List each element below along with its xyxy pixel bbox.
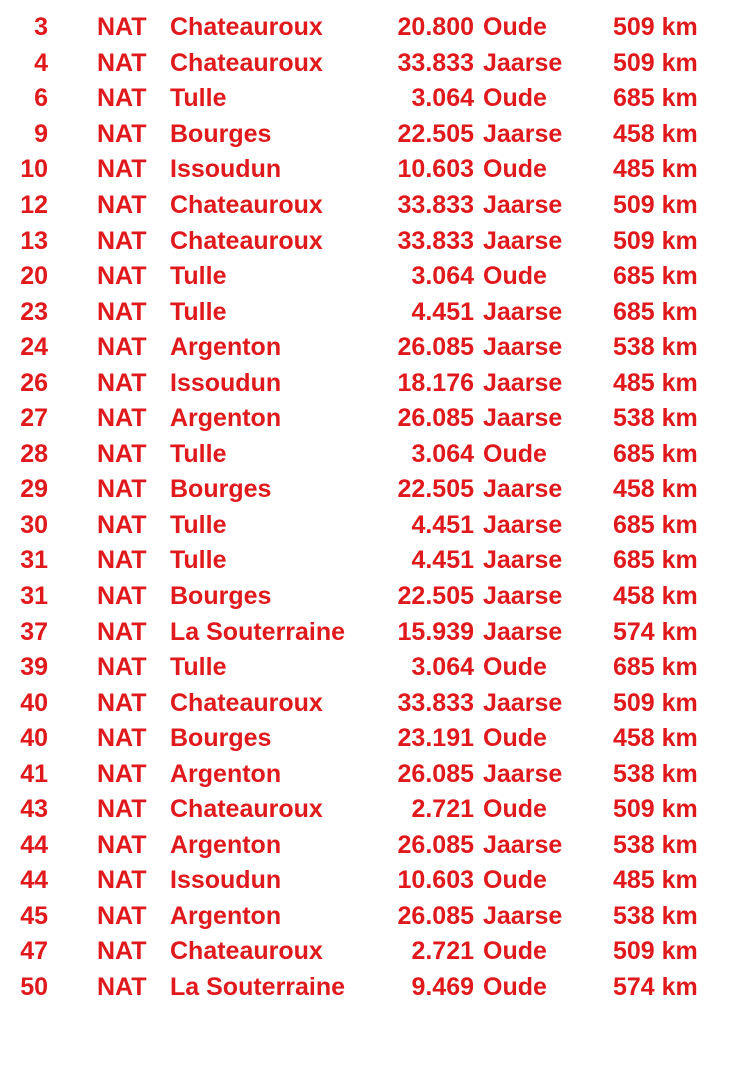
position-cell: 29 xyxy=(20,475,48,504)
position-cell: 13 xyxy=(20,226,48,255)
table-row xyxy=(0,828,753,864)
distance-cell: 458 km xyxy=(613,475,698,504)
position-cell: 26 xyxy=(20,368,48,397)
level-cell: NAT xyxy=(97,830,147,859)
distance-cell: 509 km xyxy=(613,13,698,42)
pigeon-cell-group xyxy=(360,584,613,609)
level-cell: NAT xyxy=(97,795,147,824)
pigeon-category-cell: Jaarse xyxy=(483,688,563,717)
pigeon-cell-group xyxy=(360,939,613,964)
station-cell: Chateauroux xyxy=(170,226,323,255)
level-cell: NAT xyxy=(97,226,147,255)
pigeon-category-cell: Jaarse xyxy=(483,119,563,148)
distance-cell: 685 km xyxy=(613,84,698,113)
pigeon-cell-group xyxy=(360,157,613,182)
distance-cell: 685 km xyxy=(613,653,698,682)
pigeon-number-cell: 22.505 xyxy=(397,475,474,504)
station-cell: Issoudun xyxy=(170,368,282,397)
distance-cell: 509 km xyxy=(613,48,698,77)
table-row xyxy=(0,81,753,117)
distance-cell: 538 km xyxy=(613,333,698,362)
pigeon-cell-group xyxy=(360,830,613,859)
pigeon-category-cell: Jaarse xyxy=(483,368,563,397)
table-row xyxy=(0,899,753,935)
pigeon-category-cell: Jaarse xyxy=(483,582,563,611)
pigeon-number-cell: 10.603 xyxy=(397,155,474,184)
level-cell: NAT xyxy=(97,13,147,42)
pigeon-number-cell: 33.833 xyxy=(397,226,474,255)
table-row xyxy=(0,579,753,615)
distance-cell: 685 km xyxy=(613,510,698,539)
pigeon-cell-group xyxy=(360,510,613,539)
pigeon-category-cell: Oude xyxy=(483,84,547,113)
position-cell: 4 xyxy=(34,48,48,77)
station-cell: Chateauroux xyxy=(170,795,323,824)
pigeon-category-cell: Oude xyxy=(483,155,547,184)
position-cell: 27 xyxy=(20,404,48,433)
pigeon-number-cell: 3.064 xyxy=(411,439,474,468)
pigeon-cell-group xyxy=(360,655,613,680)
position-cell: 23 xyxy=(20,297,48,326)
pigeon-number-cell: 33.833 xyxy=(397,688,474,717)
station-cell: Bourges xyxy=(170,475,272,504)
pigeon-cell-group xyxy=(360,226,613,255)
table-row xyxy=(0,330,753,366)
pigeon-cell-group xyxy=(360,48,613,77)
table-row xyxy=(0,259,753,295)
table-row xyxy=(0,152,753,188)
level-cell: NAT xyxy=(97,582,147,611)
level-cell: NAT xyxy=(97,510,147,539)
station-cell: Tulle xyxy=(170,510,227,539)
distance-cell: 538 km xyxy=(613,759,698,788)
level-cell: NAT xyxy=(97,617,147,646)
station-cell: La Souterraine xyxy=(170,617,346,646)
pigeon-category-cell: Jaarse xyxy=(483,333,563,362)
position-cell: 9 xyxy=(34,119,48,148)
table-row xyxy=(0,756,753,792)
table-row xyxy=(0,294,753,330)
station-cell: Issoudun xyxy=(170,866,282,895)
distance-cell: 685 km xyxy=(613,439,698,468)
table-row xyxy=(0,401,753,437)
level-cell: NAT xyxy=(97,937,147,966)
distance-cell: 485 km xyxy=(613,155,698,184)
table-row xyxy=(0,721,753,757)
station-cell: Tulle xyxy=(170,84,227,113)
distance-cell: 574 km xyxy=(613,973,698,1002)
pigeon-cell-group xyxy=(360,726,613,751)
pigeon-category-cell: Oude xyxy=(483,13,547,42)
table-row xyxy=(0,685,753,721)
distance-cell: 538 km xyxy=(613,830,698,859)
table-row xyxy=(0,650,753,686)
pigeon-number-cell: 9.469 xyxy=(411,973,474,1002)
station-cell: Chateauroux xyxy=(170,48,323,77)
distance-cell: 485 km xyxy=(613,866,698,895)
pigeon-number-cell: 20.800 xyxy=(397,13,474,42)
distance-cell: 574 km xyxy=(613,617,698,646)
distance-cell: 685 km xyxy=(613,297,698,326)
position-cell: 10 xyxy=(20,155,48,184)
position-cell: 41 xyxy=(20,759,48,788)
pigeon-category-cell: Jaarse xyxy=(483,475,563,504)
distance-cell: 538 km xyxy=(613,404,698,433)
pigeon-number-cell: 10.603 xyxy=(397,866,474,895)
position-cell: 45 xyxy=(20,901,48,930)
position-cell: 43 xyxy=(20,795,48,824)
level-cell: NAT xyxy=(97,973,147,1002)
station-cell: Argenton xyxy=(170,830,282,859)
station-cell: Chateauroux xyxy=(170,191,323,219)
pigeon-number-cell: 33.833 xyxy=(397,48,474,77)
pigeon-cell-group xyxy=(360,617,613,646)
pigeon-number-cell: 22.505 xyxy=(397,582,474,611)
pigeon-category-cell: Jaarse xyxy=(483,901,563,930)
pigeon-number-cell: 26.085 xyxy=(397,830,474,859)
level-cell: NAT xyxy=(97,546,147,575)
distance-cell: 458 km xyxy=(613,724,698,753)
station-cell: Argenton xyxy=(170,404,282,433)
pigeon-category-cell: Jaarse xyxy=(483,759,563,788)
pigeon-number-cell: 26.085 xyxy=(397,759,474,788)
pigeon-number-cell: 15.939 xyxy=(397,617,474,646)
pigeon-cell-group xyxy=(360,264,613,289)
position-cell: 40 xyxy=(20,688,48,717)
level-cell: NAT xyxy=(97,191,147,219)
pigeon-category-cell: Jaarse xyxy=(483,830,563,859)
pigeon-cell-group xyxy=(360,439,613,468)
table-row xyxy=(0,223,753,259)
position-cell: 40 xyxy=(20,724,48,753)
pigeon-category-cell: Jaarse xyxy=(483,226,563,255)
position-cell: 6 xyxy=(34,84,48,113)
pigeon-category-cell: Oude xyxy=(483,937,547,966)
pigeon-number-cell: 26.085 xyxy=(397,404,474,433)
station-cell: Tulle xyxy=(170,262,227,291)
distance-cell: 685 km xyxy=(613,262,698,291)
station-cell: Argenton xyxy=(170,333,282,362)
pigeon-cell-group xyxy=(360,477,613,502)
table-row xyxy=(0,934,753,970)
station-cell: Bourges xyxy=(170,119,272,148)
level-cell: NAT xyxy=(97,84,147,113)
position-cell: 39 xyxy=(20,653,48,682)
pigeon-category-cell: Jaarse xyxy=(483,48,563,77)
position-cell: 30 xyxy=(20,510,48,539)
table-row xyxy=(0,792,753,828)
pigeon-number-cell: 26.085 xyxy=(397,901,474,930)
pigeon-category-cell: Oude xyxy=(483,866,547,895)
position-cell: 44 xyxy=(20,866,48,895)
position-cell: 20 xyxy=(20,262,48,291)
table-row xyxy=(0,543,753,579)
level-cell: NAT xyxy=(97,724,147,753)
position-cell: 31 xyxy=(20,582,48,611)
position-cell: 12 xyxy=(20,191,48,219)
pigeon-number-cell: 4.451 xyxy=(411,510,474,539)
distance-cell: 509 km xyxy=(613,226,698,255)
distance-cell: 509 km xyxy=(613,191,698,219)
pigeon-cell-group xyxy=(360,368,613,397)
pigeon-number-cell: 2.721 xyxy=(411,937,474,966)
distance-cell: 685 km xyxy=(613,546,698,575)
distance-cell: 509 km xyxy=(613,795,698,824)
station-cell: Chateauroux xyxy=(170,937,323,966)
table-row xyxy=(0,437,753,473)
pigeon-number-cell: 18.176 xyxy=(397,368,474,397)
station-cell: Chateauroux xyxy=(170,13,323,42)
pigeon-cell-group xyxy=(360,297,613,326)
level-cell: NAT xyxy=(97,759,147,788)
level-cell: NAT xyxy=(97,653,147,682)
pigeon-number-cell: 3.064 xyxy=(411,84,474,113)
pigeon-number-cell: 22.505 xyxy=(397,119,474,148)
pigeon-cell-group xyxy=(360,797,613,822)
pigeon-category-cell: Jaarse xyxy=(483,546,563,575)
table-row xyxy=(0,188,753,224)
position-cell: 24 xyxy=(20,333,48,362)
position-cell: 31 xyxy=(20,546,48,575)
distance-cell: 485 km xyxy=(613,368,698,397)
station-cell: Argenton xyxy=(170,901,282,930)
pigeon-category-cell: Jaarse xyxy=(483,404,563,433)
station-cell: Tulle xyxy=(170,439,227,468)
pigeon-number-cell: 3.064 xyxy=(411,262,474,291)
table-row xyxy=(0,117,753,153)
station-cell: Tulle xyxy=(170,297,227,326)
table-row xyxy=(0,46,753,82)
pigeon-number-cell: 2.721 xyxy=(411,795,474,824)
pigeon-cell-group xyxy=(360,335,613,360)
level-cell: NAT xyxy=(97,688,147,717)
level-cell: NAT xyxy=(97,155,147,184)
level-cell: NAT xyxy=(97,439,147,468)
pigeon-number-cell: 4.451 xyxy=(411,297,474,326)
station-cell: Bourges xyxy=(170,582,272,611)
level-cell: NAT xyxy=(97,48,147,77)
table-row xyxy=(0,10,753,46)
pigeon-cell-group xyxy=(360,975,613,1000)
pigeon-number-cell: 33.833 xyxy=(397,191,474,219)
pigeon-category-cell: Jaarse xyxy=(483,617,563,646)
table-row xyxy=(0,472,753,508)
pigeon-cell-group xyxy=(360,119,613,148)
pigeon-category-cell: Oude xyxy=(483,795,547,824)
pigeon-number-cell: 26.085 xyxy=(397,333,474,362)
station-cell: Bourges xyxy=(170,724,272,753)
station-cell: Issoudun xyxy=(170,155,282,184)
pigeon-cell-group xyxy=(360,193,613,218)
pigeon-category-cell: Oude xyxy=(483,724,547,753)
table-row xyxy=(0,365,753,401)
station-cell: Tulle xyxy=(170,546,227,575)
table-row xyxy=(0,508,753,544)
pigeon-cell-group xyxy=(360,688,613,717)
pigeon-number-cell: 23.191 xyxy=(397,724,474,753)
position-cell: 37 xyxy=(20,617,48,646)
level-cell: NAT xyxy=(97,333,147,362)
position-cell: 47 xyxy=(20,937,48,966)
pigeon-cell-group xyxy=(360,548,613,573)
pigeon-cell-group xyxy=(360,901,613,930)
level-cell: NAT xyxy=(97,475,147,504)
pigeon-cell-group xyxy=(360,868,613,893)
distance-cell: 509 km xyxy=(613,688,698,717)
pigeon-cell-group xyxy=(360,759,613,788)
pigeon-category-cell: Jaarse xyxy=(483,297,563,326)
level-cell: NAT xyxy=(97,262,147,291)
station-cell: Tulle xyxy=(170,653,227,682)
table-row xyxy=(0,863,753,899)
pigeon-category-cell: Jaarse xyxy=(483,510,563,539)
pigeon-category-cell: Oude xyxy=(483,439,547,468)
position-cell: 44 xyxy=(20,830,48,859)
level-cell: NAT xyxy=(97,901,147,930)
pigeon-cell-group xyxy=(360,406,613,431)
level-cell: NAT xyxy=(97,866,147,895)
level-cell: NAT xyxy=(97,119,147,148)
distance-cell: 538 km xyxy=(613,901,698,930)
table-row xyxy=(0,970,753,1006)
pigeon-cell-group xyxy=(360,86,613,111)
pigeon-number-cell: 3.064 xyxy=(411,653,474,682)
level-cell: NAT xyxy=(97,368,147,397)
distance-cell: 458 km xyxy=(613,119,698,148)
position-cell: 3 xyxy=(34,13,48,42)
position-cell: 28 xyxy=(20,439,48,468)
table-row xyxy=(0,614,753,650)
pigeon-cell-group xyxy=(360,15,613,40)
station-cell: Argenton xyxy=(170,759,282,788)
distance-cell: 458 km xyxy=(613,582,698,611)
pigeon-number-cell: 4.451 xyxy=(411,546,474,575)
pigeon-category-cell: Oude xyxy=(483,262,547,291)
station-cell: Chateauroux xyxy=(170,688,323,717)
pigeon-category-cell: Jaarse xyxy=(483,191,563,219)
pigeon-category-cell: Oude xyxy=(483,973,547,1002)
station-cell: La Souterraine xyxy=(170,973,346,1002)
position-cell: 50 xyxy=(20,973,48,1002)
level-cell: NAT xyxy=(97,404,147,433)
distance-cell: 509 km xyxy=(613,937,698,966)
pigeon-category-cell: Oude xyxy=(483,653,547,682)
level-cell: NAT xyxy=(97,297,147,326)
